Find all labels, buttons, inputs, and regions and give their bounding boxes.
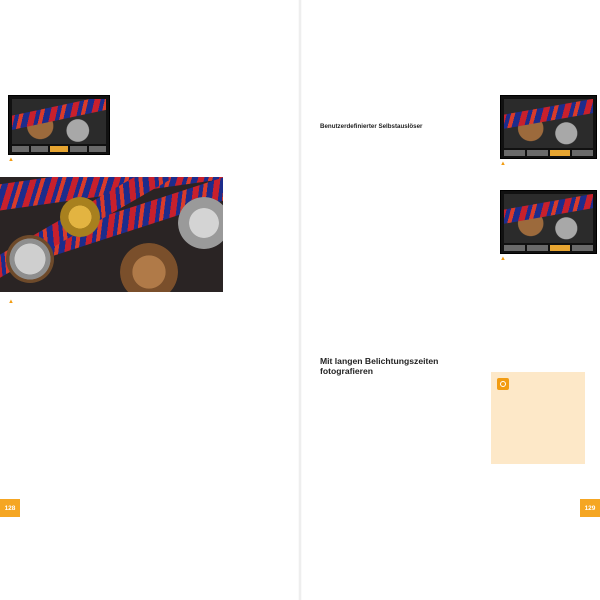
caption-triangle-icon: ▲ <box>500 256 506 262</box>
camera-icon <box>497 378 509 390</box>
screen-ribbon <box>12 99 106 131</box>
menu-cell <box>550 150 571 156</box>
tip-box <box>491 372 585 464</box>
section-heading: Mit langen Belichtungszeiten fotografieren <box>320 356 439 376</box>
camera-screen-top <box>500 95 597 159</box>
left-page-number: 128 <box>0 499 20 517</box>
medals-photo <box>0 177 223 292</box>
right-page <box>300 0 600 600</box>
medal <box>120 243 178 292</box>
right-page-number: 129 <box>580 499 600 517</box>
camera-screen-thumbnail <box>8 95 110 155</box>
medal <box>60 197 100 237</box>
caption-triangle-icon: ▲ <box>500 161 506 167</box>
screen-top-caption <box>500 161 595 168</box>
menu-cell <box>572 245 593 251</box>
screen-menu-bar <box>504 150 593 156</box>
screen-caption <box>8 157 108 164</box>
self-timer-icon <box>70 146 87 152</box>
caption-triangle-icon: ▲ <box>8 157 14 163</box>
self-timer-icon <box>50 146 67 152</box>
medal <box>6 235 54 283</box>
menu-cell <box>527 150 548 156</box>
medal <box>178 197 223 249</box>
top-right-column-text <box>120 92 280 98</box>
menu-cell <box>504 150 525 156</box>
screen-bottom-caption <box>500 256 595 263</box>
screen-photo <box>504 99 593 148</box>
menu-cell <box>527 245 548 251</box>
screen-ribbon <box>504 194 593 225</box>
menu-cell <box>572 150 593 156</box>
photo-caption <box>8 296 108 306</box>
intro-text <box>320 95 485 101</box>
screen-photo <box>504 194 593 243</box>
caption-triangle-icon: ▲ <box>8 299 14 305</box>
subsection-text <box>320 134 485 140</box>
camera-screen-bottom <box>500 190 597 254</box>
menu-cell <box>504 245 525 251</box>
screen-menu-bar <box>504 245 593 251</box>
self-timer-icon <box>31 146 48 152</box>
screen-photo <box>12 99 106 144</box>
camera-lens <box>500 381 506 387</box>
section-text <box>320 370 485 376</box>
subsection-heading: Benutzerdefinierter Selbstauslöser <box>320 123 423 130</box>
bottom-right-column-text <box>120 330 280 336</box>
self-timer-icon <box>12 146 29 152</box>
screen-ribbon <box>504 99 593 130</box>
screen-menu-bar <box>12 146 106 152</box>
self-timer-icon <box>89 146 106 152</box>
menu-cell <box>550 245 571 251</box>
